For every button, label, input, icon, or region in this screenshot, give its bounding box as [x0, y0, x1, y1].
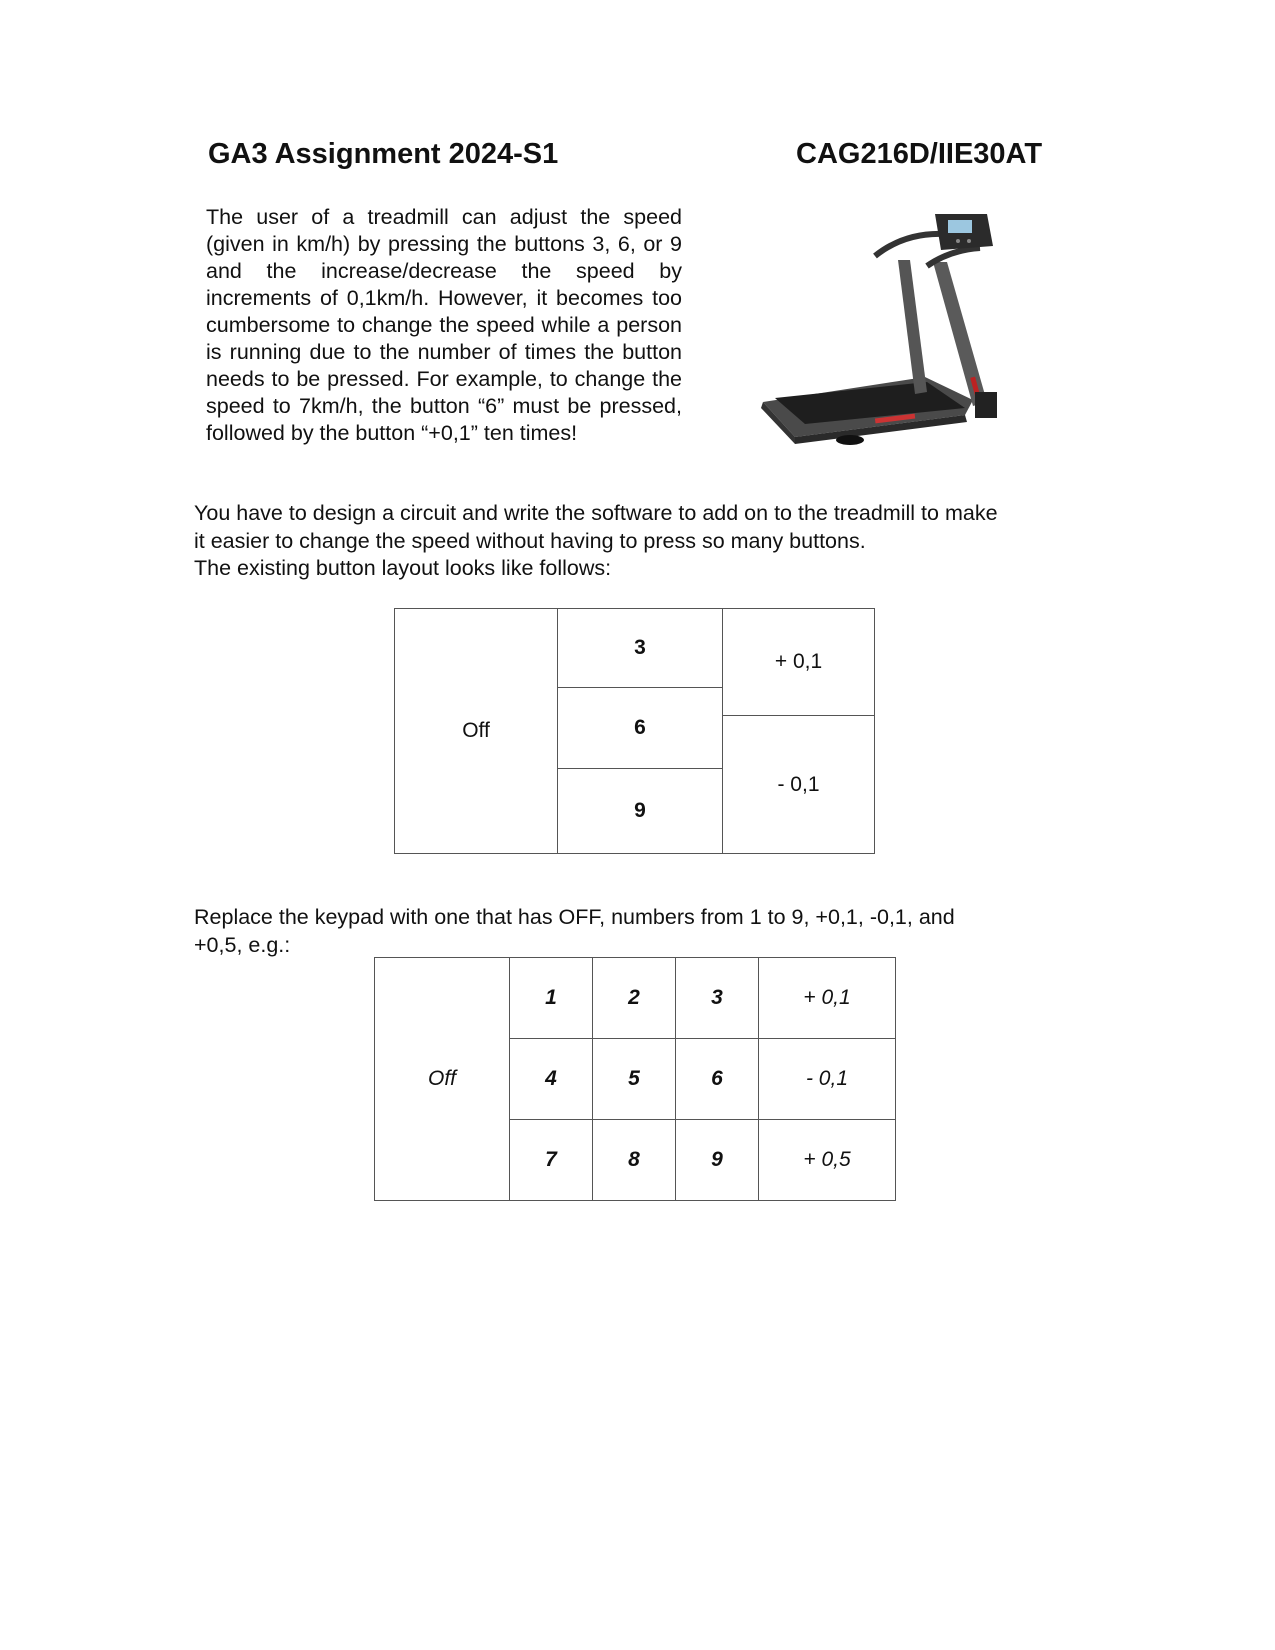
key-9: 9: [558, 769, 723, 854]
new-keypad: [374, 957, 896, 1201]
treadmill-upright: [898, 260, 927, 394]
key-plus-0-1: + 0,1: [759, 958, 896, 1039]
key-2: 2: [593, 958, 676, 1039]
key-off: Off: [395, 609, 558, 854]
key-6: 6: [676, 1039, 759, 1120]
treadmill-image: [755, 212, 1015, 470]
page-title: GA3 Assignment 2024-S1: [208, 138, 559, 170]
key-decrease: - 0,1: [723, 716, 875, 854]
replace-paragraph: Replace the keypad with one that has OFF, numbers from 1 to 9, +0,1, -0,1, and +0,5, e.g.:: [194, 905, 955, 957]
key-3: 3: [558, 609, 723, 688]
key-8: 8: [593, 1120, 676, 1201]
key-7: 7: [510, 1120, 593, 1201]
key-1: 1: [510, 958, 593, 1039]
key-off: Off: [375, 958, 510, 1201]
task-paragraph: You have to design a circuit and write the software to add on to the treadmill to make it easier to change the speed without having to press so many buttons. The existing button layout looks like follows:: [194, 501, 998, 580]
key-plus-0-5: + 0,5: [759, 1120, 896, 1201]
key-minus-0-1: - 0,1: [759, 1039, 896, 1120]
key-9: 9: [676, 1120, 759, 1201]
key-6: 6: [558, 688, 723, 769]
key-3: 3: [676, 958, 759, 1039]
treadmill-foot: [836, 435, 864, 445]
existing-keypad: [394, 608, 875, 854]
intro-paragraph: The user of a treadmill can adjust the speed (given in km/h) by pressing the buttons 3, 6, or 9 and the increase/decrease the speed by increments of 0,1km/h. However, it becomes too cumbersome to change the speed while a person is running due to the number of times the button needs to be pressed. For example, to change the speed to 7km/h, the button “6” must be pressed, followed by the button “+0,1” ten times!: [206, 205, 682, 445]
key-5: 5: [593, 1039, 676, 1120]
key-4: 4: [510, 1039, 593, 1120]
key-increase: + 0,1: [723, 609, 875, 716]
course-code: CAG216D/IIE30AT: [796, 138, 1043, 170]
